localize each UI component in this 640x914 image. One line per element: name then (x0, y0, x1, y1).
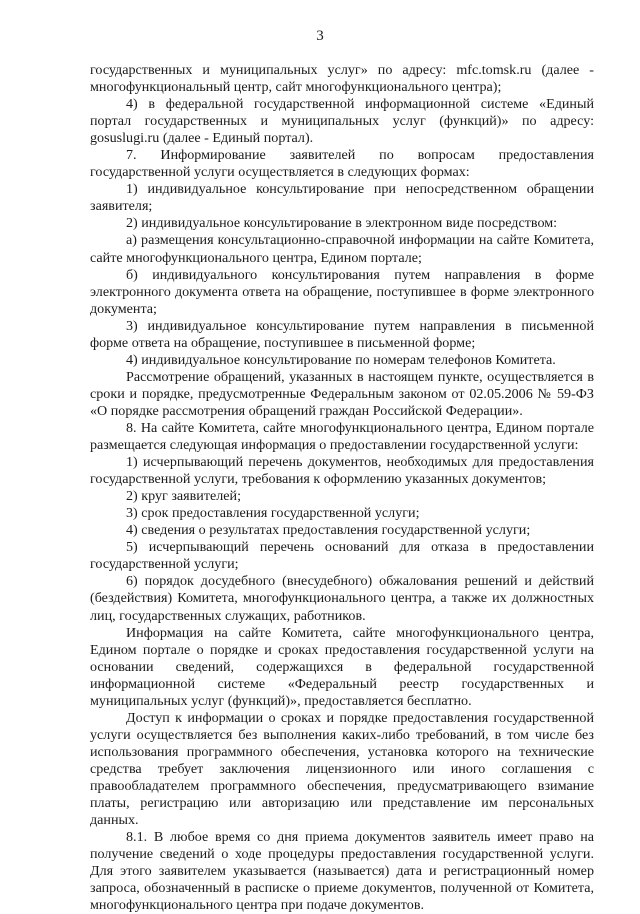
paragraph: 3) индивидуальное консультирование путем направления в письменной форме ответа на обращение, поступившее в письменной форме; (90, 317, 594, 351)
paragraph: Информация на сайте Комитета, сайте многофункционального центра, Едином портале о порядке и сроках предоставления государственной услуги на основании сведений, содержащихся в федеральной государственной информационной системе «Федеральный реестр государственных и муниципальных услуг (функций)», предоставляется бесплатно. (90, 624, 594, 709)
paragraph: 4) в федеральной государственной информационной системе «Единый портал государственных и муниципальных услуг (функций)» по адресу: gosuslugi.ru (далее - Единый портал). (90, 96, 594, 147)
document-body (90, 62, 594, 914)
paragraph: Доступ к информации о сроках и порядке предоставления государственной услуги осуществляется без выполнения каких-либо требований, в том числе без использования программного обеспечения, установка которого на технические средства требует заключения лицензионного или иного соглашения с правообладателем программного обеспечения, предусматривающего взимание платы, регистрацию или авторизацию или представление им персональных данных. (90, 709, 594, 829)
paragraph: 1) исчерпывающий перечень документов, необходимых для предоставления государственной услуги, требования к оформлению указанных документов; (90, 454, 594, 488)
paragraph: 4) индивидуальное консультирование по номерам телефонов Комитета. (126, 351, 556, 368)
paragraph: 1) индивидуальное консультирование при непосредственном обращении заявителя; (90, 181, 594, 215)
paragraph: государственных и муниципальных услуг» по адресу: mfc.tomsk.ru (далее - многофункциональный центр, сайт многофункционального центра); (90, 62, 594, 96)
paragraph: 3) срок предоставления государственной услуги; (126, 505, 420, 522)
page-number: 3 (316, 28, 324, 44)
paragraph: а) размещения консультационно-справочной информации на сайте Комитета, сайте многофункционального центра, Едином портале; (90, 232, 594, 266)
paragraph: 6) порядок досудебного (внесудебного) обжалования решений и действий (бездействия) Комитета, многофункционального центра, а также их должностных лиц, государственных служащих, работников. (90, 573, 594, 624)
paragraph: 7. Информирование заявителей по вопросам предоставления государственной услуги осуществляется в следующих формах: (90, 147, 594, 181)
paragraph: 4) сведения о результатах предоставления государственной услуги; (126, 522, 531, 539)
paragraph: 5) исчерпывающий перечень оснований для отказа в предоставлении государственной услуги; (90, 539, 594, 573)
paragraph: 2) круг заявителей; (126, 488, 241, 505)
paragraph: 8. На сайте Комитета, сайте многофункционального центра, Едином портале размещается следующая информация о предоставлении государственной услуги: (90, 419, 594, 454)
paragraph: 2) индивидуальное консультирование в электронном виде посредством: (126, 215, 558, 232)
paragraph: 8.1. В любое время со дня приема документов заявитель имеет право на получение сведений о ходе процедуры предоставления государственной услуги. Для этого заявителем указывается (называется) дата и регистрационный номер запроса, обозначенный в расписке о приеме документов, полученной от Комитета, многофункционального центра при подаче документов. (90, 829, 594, 914)
paragraph: Рассмотрение обращений, указанных в настоящем пункте, осуществляется в сроки и порядке, предусмотренные Федеральным законом от 02.05.2006 № 59-ФЗ «О порядке рассмотрения обращений граждан Российской Федерации». (90, 368, 594, 419)
paragraph: б) индивидуального консультирования путем направления в форме электронного документа ответа на обращение, поступившее в форме электронного документа; (90, 266, 594, 317)
